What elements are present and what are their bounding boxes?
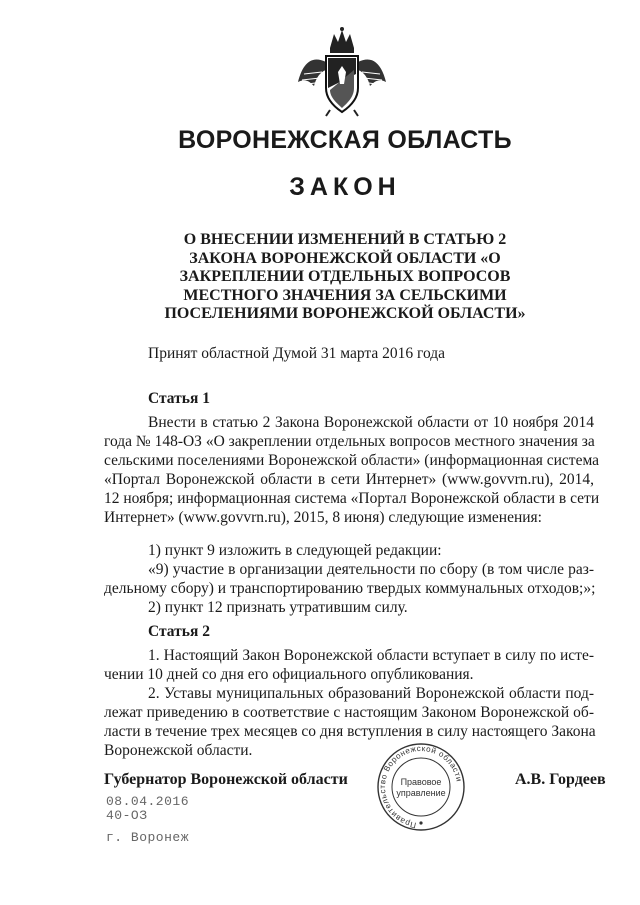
title-line: ПОСЕЛЕНИЯМИ ВОРОНЕЖСКОЙ ОБЛАСТИ» bbox=[164, 305, 526, 322]
title-line: О ВНЕСЕНИИ ИЗМЕНЕНИЙ В СТАТЬЮ 2 bbox=[183, 231, 507, 248]
title-line: ЗАКОНА ВОРОНЕЖСКОЙ ОБЛАСТИ «О bbox=[189, 249, 501, 267]
signatory-name: А.В. Гордеев bbox=[515, 771, 606, 788]
title-line: МЕСТНОГО ЗНАЧЕНИЯ ЗА СЕЛЬСКИМИ bbox=[183, 286, 507, 304]
article-2-text-line: лежат приведению в соответствие с настоящим Законом Воронежской об- bbox=[104, 704, 594, 721]
article-1-text-line: «Портал Воронежской области в сети Интернет» (www.govvrn.ru), 2014, bbox=[104, 471, 594, 488]
stamp-center-line-1: Правовое bbox=[400, 777, 442, 787]
signatory-position: Губернатор Воронежской области bbox=[104, 771, 348, 788]
coat-of-arms-emblem bbox=[296, 26, 388, 118]
article-1-item-2: 2) пункт 12 признать утратившим силу. bbox=[148, 599, 408, 616]
article-1-text-line: Внести в статью 2 Закона Воронежской области от 10 ноября 2014 bbox=[148, 414, 594, 431]
article-1-item-1-text: «9) участие в организации деятельности по сбору (в том числе раз- bbox=[148, 561, 594, 578]
article-2-text-line: 2. Уставы муниципальных образований Воронежской области под- bbox=[148, 685, 594, 702]
article-1-item-1: 1) пункт 9 изложить в следующей редакции: bbox=[148, 542, 442, 559]
article-2-heading: Статья 2 bbox=[148, 623, 210, 640]
law-number: 40-ОЗ bbox=[106, 808, 148, 823]
region-heading: ВОРОНЕЖСКАЯ ОБЛАСТЬ bbox=[178, 126, 512, 154]
signing-date: 08.04.2016 bbox=[106, 794, 190, 809]
article-1-text-line: сельскими поселениями Воронежской области» (информационная система bbox=[104, 452, 600, 469]
document-type-heading: ЗАКОН bbox=[289, 173, 401, 201]
article-1-item-1-text: дельному сбору) и транспортированию твердых коммунальных отходов;»; bbox=[104, 580, 596, 597]
law-title bbox=[150, 231, 540, 324]
article-2-text-line: чении 10 дней со дня его официального опубликования. bbox=[104, 666, 474, 683]
article-2-text-line: ласти в течение трех месяцев со дня вступления в силу настоящего Закона bbox=[104, 723, 596, 740]
adoption-statement: Принят областной Думой 31 марта 2016 года bbox=[148, 345, 446, 362]
article-2-text-line: Воронежской области. bbox=[104, 742, 253, 759]
signing-place: г. Воронеж bbox=[106, 830, 190, 845]
title-line: ЗАКРЕПЛЕНИИ ОТДЕЛЬНЫХ ВОПРОСОВ bbox=[179, 268, 511, 285]
stamp-center-line-2: управление bbox=[396, 788, 446, 798]
article-1-heading: Статья 1 bbox=[148, 390, 210, 407]
article-2-text-line: 1. Настоящий Закон Воронежской области вступает в силу по исте- bbox=[148, 647, 594, 664]
article-1-text-line: 12 ноября; информационная система «Портал Воронежской области в сети bbox=[104, 490, 600, 507]
article-1-text-line: года № 148-ОЗ «О закреплении отдельных вопросов местного значения за bbox=[104, 433, 595, 450]
article-1-text-line: Интернет» (www.govvrn.ru), 2015, 8 июня) следующие изменения: bbox=[104, 509, 542, 526]
stamp-ring-text: Правительство Воронежской области bbox=[378, 743, 464, 830]
official-stamp bbox=[370, 743, 472, 833]
